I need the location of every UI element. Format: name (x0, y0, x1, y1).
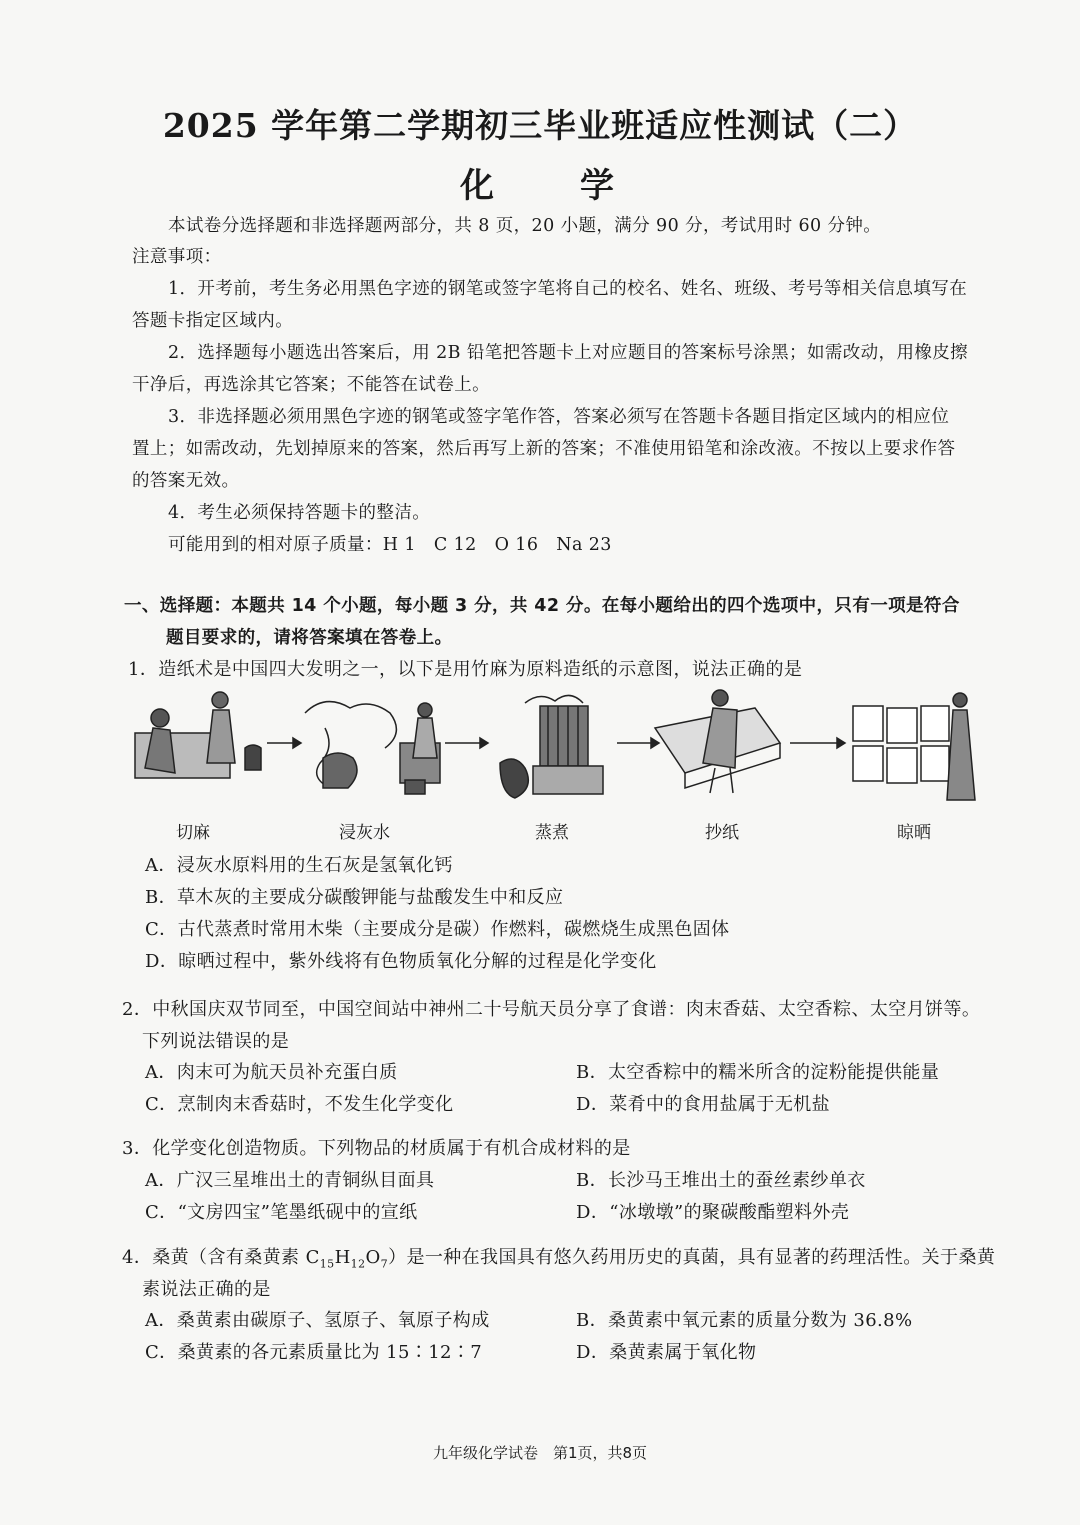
caption-boiling: 蒸煮 (535, 823, 569, 843)
caption-sheet-forming: 抄纸 (705, 823, 739, 843)
q3-option-a: A．广汉三星堆出土的青铜纵目面具 (145, 1170, 435, 1191)
caption-cutting: 切麻 (176, 823, 210, 843)
section1-heading-line1: 一、选择题：本题共 14 个小题，每小题 3 分，共 42 分。在每小题给出的四个选项中，只有一项是符合 (124, 596, 960, 616)
notice-3a: 3．非选择题必须用黑色字迹的钢笔或签字笔作答，答案必须写在答题卡各题目指定区域内的相应位 (168, 407, 950, 427)
sheet-forming-illustration (655, 690, 780, 793)
q3-option-d: D．“冰墩墩”的聚碳酸酯塑料外壳 (576, 1202, 850, 1223)
q4-stem-line2: 素说法正确的是 (142, 1279, 271, 1300)
q4-option-c: C．桑黄素的各元素质量比为 15∶12∶7 (145, 1342, 483, 1363)
subject-title: 化 学 (460, 166, 640, 206)
q3-option-b: B．长沙马王堆出土的蚕丝素纱单衣 (576, 1170, 866, 1191)
q2-option-b: B．太空香粽中的糯米所含的淀粉能提供能量 (576, 1062, 940, 1083)
q4-stem-post: ）是一种在我国具有悠久药用历史的真菌，具有显著的药理活性。关于桑黄 (388, 1247, 996, 1268)
notice-1a: 1．开考前，考生务必用黑色字迹的钢笔或签字笔将自己的校名、姓名、班级、考号等相关信息填写在 (168, 279, 968, 299)
notice-heading: 注意事项： (132, 247, 222, 267)
q3-option-c: C．“文房四宝”笔墨纸砚中的宣纸 (145, 1202, 418, 1223)
drying-illustration (853, 693, 975, 800)
q4-formula-o: O (365, 1247, 381, 1268)
q2-option-c: C．烹制肉末香菇时，不发生化学变化 (145, 1094, 454, 1115)
q3-stem: 3．化学变化创造物质。下列物品的材质属于有机合成材料的是 (122, 1138, 631, 1159)
notice-1b: 答题卡指定区域内。 (132, 311, 294, 331)
atomic-mass-line: 可能用到的相对原子质量：H 1 C 12 O 16 Na 23 (168, 535, 612, 555)
section1-heading-line2: 题目要求的，请将答案填在答卷上。 (166, 628, 453, 648)
q4-formula-c-count: 15 (319, 1257, 335, 1271)
q1-option-b: B．草木灰的主要成分碳酸钾能与盐酸发生中和反应 (145, 887, 564, 908)
caption-drying: 晾晒 (897, 823, 931, 843)
notice-2a: 2．选择题每小题选出答案后，用 2B 铅笔把答题卡上对应题目的答案标号涂黑；如需改动，用橡皮擦 (168, 343, 969, 363)
q4-formula-h-count: 12 (350, 1257, 366, 1271)
boiling-illustration (500, 695, 603, 798)
q2-stem-line1: 2．中秋国庆双节同至，中国空间站中神州二十号航天员分享了食谱：肉末香菇、太空香粽、太空月饼等。 (122, 999, 981, 1020)
q4-option-a: A．桑黄素由碳原子、氢原子、氧原子构成 (145, 1310, 490, 1331)
q1-option-d: D．晾晒过程中，紫外线将有色物质氧化分解的过程是化学变化 (145, 951, 657, 972)
notice-3b: 置上；如需改动，先划掉原来的答案，然后再写上新的答案；不准使用铅笔和涂改液。不按以上要求作答 (132, 439, 956, 459)
q4-option-d: D．桑黄素属于氧化物 (576, 1342, 757, 1363)
q4-formula-o-count: 7 (380, 1257, 389, 1271)
page-footer: 九年级化学试卷 第1页，共8页 (432, 1444, 648, 1462)
q2-option-a: A．肉末可为航天员补充蛋白质 (145, 1062, 398, 1083)
notice-2b: 干净后，再选涂其它答案；不能答在试卷上。 (132, 375, 490, 395)
notice-3c: 的答案无效。 (132, 471, 240, 491)
papermaking-process-figure (125, 688, 985, 838)
exam-title: 2025 学年第二学期初三毕业班适应性测试（二） (162, 106, 918, 145)
q2-stem-line2: 下列说法错误的是 (142, 1031, 290, 1052)
exam-summary: 本试卷分选择题和非选择题两部分，共 8 页，20 小题，满分 90 分，考试用时 60 分钟。 (168, 216, 882, 236)
q4-stem-pre: 4．桑黄（含有桑黄素 C (122, 1247, 320, 1268)
q1-stem: 1．造纸术是中国四大发明之一，以下是用竹麻为原料造纸的示意图，说法正确的是 (128, 659, 803, 680)
q4-formula-h: H (334, 1247, 351, 1268)
q4-stem-line1 (122, 1243, 995, 1271)
cutting-illustration (135, 692, 261, 778)
q2-option-d: D．菜肴中的食用盐属于无机盐 (576, 1094, 831, 1115)
q1-option-a: A．浸灰水原料用的生石灰是氢氧化钙 (145, 855, 453, 876)
q4-option-b: B．桑黄素中氧元素的质量分数为 36.8% (576, 1310, 913, 1331)
notice-4: 4．考生必须保持答题卡的整洁。 (168, 503, 431, 523)
q1-option-c: C．古代蒸煮时常用木柴（主要成分是碳）作燃料，碳燃烧生成黑色固体 (145, 919, 730, 940)
caption-soaking: 浸灰水 (339, 823, 390, 843)
soaking-illustration (305, 702, 440, 794)
